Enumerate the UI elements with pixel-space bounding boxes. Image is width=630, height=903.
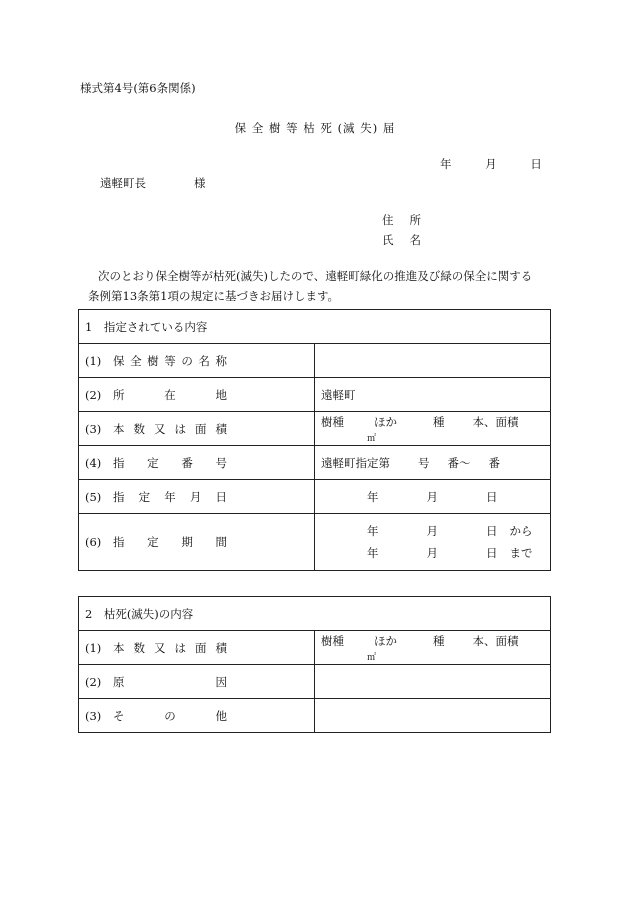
row-label: (3) その他 [79, 699, 315, 733]
row-label: (3) 本数又は面積 [79, 412, 315, 446]
withered-count-area-field[interactable]: 樹種 ほか 種 本、面積㎡ [315, 631, 551, 665]
section2-heading: 2 枯死(滅失)の内容 [79, 597, 551, 631]
applicant-name [382, 232, 421, 248]
cause-field[interactable] [315, 665, 551, 699]
addressee-honorific: 様 [194, 176, 206, 190]
section1-heading: 1 指定されている内容 [79, 310, 551, 344]
table-row [79, 480, 551, 514]
body-line-1: 次のとおり保全樹等が枯死(滅失)したので、遠軽町緑化の推進及び緑の保全に関する [98, 269, 533, 283]
table-row [79, 514, 551, 571]
date-day: 日 [530, 157, 542, 171]
addressee [100, 175, 206, 191]
row-label: (4) 指定番号 [79, 446, 315, 480]
designation-period-field[interactable]: 年 月 日 から 年 月 日 まで [315, 514, 551, 571]
other-field[interactable] [315, 699, 551, 733]
body-text [80, 266, 580, 306]
location-field[interactable]: 遠軽町 [315, 378, 551, 412]
table-row [79, 665, 551, 699]
row-label: (2) 所在地 [79, 378, 315, 412]
row-label: (5) 指定年月日 [79, 480, 315, 514]
table-row [79, 446, 551, 480]
table-row [79, 378, 551, 412]
row-label: (1) 保全樹等の名称 [79, 344, 315, 378]
addressee-name: 遠軽町長 [100, 176, 146, 190]
document-title: 保 全 樹 等 枯 死 (滅 失) 届 [234, 121, 396, 135]
date-year: 年 [440, 157, 452, 171]
date-line [440, 156, 542, 172]
form-number: 様式第4号(第6条関係) [80, 81, 196, 95]
applicant-address [382, 212, 421, 228]
name-label-1: 氏 [382, 233, 394, 247]
table-row [79, 631, 551, 665]
address-label-2: 所 [409, 213, 421, 227]
date-month: 月 [485, 157, 497, 171]
table-row [79, 412, 551, 446]
withering-content-table [78, 596, 551, 733]
row-label: (6) 指定期間 [79, 514, 315, 571]
row-label: (2) 原因 [79, 665, 315, 699]
body-line-2: 条例第13条第1項の規定に基づきお届けします。 [88, 289, 340, 303]
designation-date-field[interactable]: 年 月 日 [315, 480, 551, 514]
count-area-field[interactable]: 樹種 ほか 種 本、面積㎡ [315, 412, 551, 446]
row-label: (1) 本数又は面積 [79, 631, 315, 665]
tree-name-field[interactable] [315, 344, 551, 378]
table-row [79, 699, 551, 733]
name-label-2: 名 [409, 233, 421, 247]
address-label-1: 住 [382, 213, 394, 227]
table-row [79, 344, 551, 378]
designation-number-field[interactable]: 遠軽町指定第 号 番〜 番 [315, 446, 551, 480]
designated-content-table [78, 309, 551, 571]
